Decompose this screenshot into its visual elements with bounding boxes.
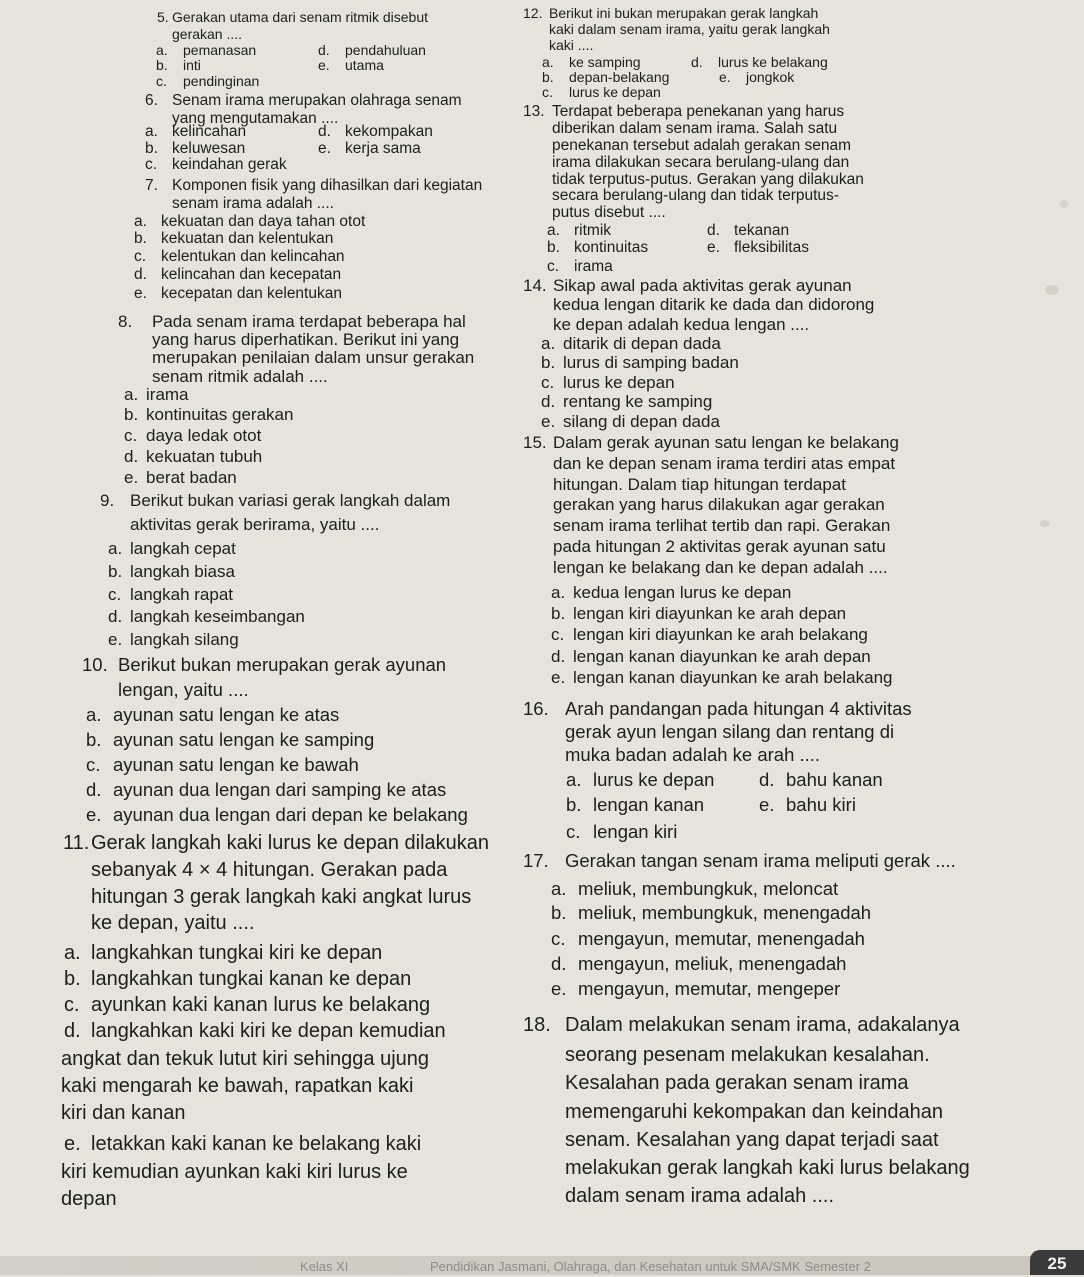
question-stem-line: putus disebut .... [552,204,666,221]
option-text: langkah biasa [130,562,235,581]
question-stem-line: merupakan penilaian dalam unsur gerakan [152,348,475,367]
question-stem-line: Berikut bukan variasi gerak langkah dalam [130,491,451,510]
question-stem-line: hitungan. Dalam tiap hitungan terdapat [553,475,846,494]
question-stem-line: senam. Kesalahan yang dapat terjadi saat [565,1129,939,1151]
question-stem-line: gerakan .... [172,26,243,42]
option-text: mengayun, meliuk, menengadah [578,953,847,974]
question-number: 9. [100,491,115,510]
option-letter: e. [64,1133,81,1155]
page-smudge [1045,285,1059,295]
option-text: langkah silang [130,630,239,649]
option-letter: d. [318,123,331,140]
question-stem-line: ke depan, yaitu .... [91,912,255,934]
option-letter: e. [759,794,775,815]
option-text: bahu kanan [786,769,883,790]
option-text: kelentukan dan kelincahan [161,248,345,265]
option-letter: a. [551,878,567,899]
option-letter: d. [551,953,567,974]
option-letter: b. [124,405,139,424]
option-text: lengan kanan diayunkan ke arah belakang [573,668,893,687]
question-stem-line: Pada senam irama terdapat beberapa hal [152,312,466,331]
question-stem-line: lengan ke belakang dan ke depan adalah .... [553,558,888,577]
option-letter: c. [156,73,167,89]
option-text: kiri kemudian ayunkan kaki kiri lurus ke [61,1161,408,1183]
option-letter: e. [134,285,147,302]
option-letter: e. [707,239,720,256]
option-letter: e. [551,668,566,687]
question-stem-line: senam ritmik adalah .... [152,367,328,386]
option-text: lengan kiri diayunkan ke arah belakang [573,625,868,644]
question-number: 6. [145,92,158,109]
question-stem-line: hitungan 3 gerak langkah kaki angkat lurus [91,886,472,908]
option-letter: a. [124,385,139,404]
option-letter: a. [551,583,566,602]
question-number: 10. [82,654,108,675]
option-text: kelincahan [172,123,247,140]
option-letter: c. [566,821,581,842]
option-text: ke samping [569,54,641,70]
option-letter: d. [108,607,123,626]
option-letter: a. [108,539,123,558]
question-stem-line: Kesalahan pada gerakan senam irama [565,1072,909,1094]
footer-class-label: Kelas XI [300,1259,349,1274]
question-number: 13. [523,103,545,120]
page-smudge [1060,200,1068,208]
question-number: 11. [63,832,90,854]
option-letter: d. [707,222,720,239]
option-letter: d. [541,392,556,411]
question-stem-line: Gerakan utama dari senam ritmik disebut [172,9,428,25]
option-text: kekompakan [345,123,433,140]
option-text: kekuatan dan kelentukan [161,230,334,247]
option-letter: a. [156,42,168,58]
option-text: ayunan satu lengan ke samping [113,729,375,750]
option-letter: c. [542,84,553,100]
option-text: depan [61,1188,117,1210]
option-text: daya ledak otot [146,426,262,445]
page-smudge [1040,520,1050,527]
option-letter: e. [541,412,556,431]
option-text: kelincahan dan kecepatan [161,266,342,283]
option-letter: e. [124,468,139,487]
option-letter: a. [566,769,582,790]
question-stem-line: Berikut ini bukan merupakan gerak langkah [549,5,819,21]
question-stem-line: Gerakan tangan senam irama meliputi gerak .... [565,850,956,871]
question-stem-line: muka badan adalah ke arah .... [565,744,821,765]
option-text: kontinuitas [574,239,649,256]
page-number: 25 [1030,1250,1084,1275]
option-text: jongkok [746,69,795,85]
option-text: rentang ke samping [563,392,713,411]
question-stem-line: Berikut bukan merupakan gerak ayunan [118,654,447,675]
question-number: 14. [523,276,547,295]
option-letter: c. [134,248,147,265]
question-stem-line: ke depan adalah kedua lengan .... [553,315,810,334]
question-stem-line: Dalam gerak ayunan satu lengan ke belakang [553,433,899,452]
question-stem-line: yang mengutamakan .... [172,110,339,127]
question-stem-line: senam irama terlihat tertib dan rapi. Gerakan [553,516,891,535]
option-letter: a. [547,222,560,239]
option-text: langkahkan tungkai kanan ke depan [91,968,412,990]
option-letter: b. [551,604,566,623]
option-text: kecepatan dan kelentukan [161,285,342,302]
option-letter: b. [108,562,123,581]
option-text: lurus ke depan [563,373,675,392]
option-letter: b. [541,353,556,372]
option-text: kedua lengan lurus ke depan [573,583,792,602]
option-text: ditarik di depan dada [563,334,721,353]
option-text: irama [574,258,613,275]
question-number: 8. [118,312,133,331]
option-letter: b. [547,239,560,256]
option-letter: c. [547,258,560,275]
question-stem-line: yang harus diperhatikan. Berikut ini yang [152,330,460,349]
question-number: 18. [523,1014,551,1036]
option-text: lurus di samping badan [563,353,739,372]
question-stem-line: memengaruhi kekompakan dan keindahan [565,1101,944,1123]
option-letter: d. [86,779,102,800]
question-stem-line: sebanyak 4 × 4 hitungan. Gerakan pada [91,859,448,881]
question-stem-line: pada hitungan 2 aktivitas gerak ayunan satu [553,537,886,556]
option-text: kiri dan kanan [61,1102,186,1124]
question-stem-line: Dalam melakukan senam irama, adakalanya [565,1014,960,1036]
option-letter: c. [108,585,122,604]
option-text: keindahan gerak [172,156,287,173]
option-letter: e. [108,630,123,649]
option-text: langkah keseimbangan [130,607,305,626]
question-number: 7. [145,177,158,194]
option-letter: a. [134,213,147,230]
option-text: lengan kiri diayunkan ke arah depan [573,604,847,623]
option-text: irama [146,385,189,404]
option-letter: a. [541,334,556,353]
option-text: pendahuluan [345,42,426,58]
option-letter: b. [86,729,102,750]
option-text: kaki mengarah ke bawah, rapatkan kaki [61,1075,414,1097]
option-letter: d. [551,647,566,666]
option-text: ayunan satu lengan ke bawah [113,754,359,775]
question-number: 16. [523,698,549,719]
option-text: ayunan dua lengan dari samping ke atas [113,779,447,800]
option-text: ayunan dua lengan dari depan ke belakang [113,804,468,825]
option-text: utama [345,57,384,73]
option-letter: b. [134,230,147,247]
option-letter: c. [64,994,80,1016]
option-letter: c. [541,373,555,392]
option-letter: d. [134,266,147,283]
option-letter: b. [156,57,168,73]
option-letter: c. [145,156,158,173]
question-stem-line: melakukan gerak langkah kaki lurus belakang [565,1157,970,1179]
option-letter: e. [318,57,330,73]
question-stem-line: seorang pesenam melakukan kesalahan. [565,1044,930,1066]
option-text: fleksibilitas [734,239,809,256]
option-text: kontinuitas gerakan [146,405,294,424]
option-letter: d. [64,1020,81,1042]
question-number: 5. [157,9,169,25]
option-text: inti [183,57,201,73]
question-stem-line: Terdapat beberapa penekanan yang harus [552,103,845,120]
option-text: keluwesan [172,140,246,157]
option-text: mengayun, memutar, menengadah [578,928,865,949]
option-text: meliuk, membungkuk, menengadah [578,902,872,923]
option-text: langkah cepat [130,539,236,558]
question-number: 17. [523,850,549,871]
question-stem-line: irama dilakukan secara berulang-ulang dan [552,154,850,171]
question-number: 12. [523,5,543,21]
option-text: kerja sama [345,140,421,157]
option-text: langkah rapat [130,585,234,604]
option-text: pemanasan [183,42,257,58]
option-text: lengan kanan [593,794,705,815]
option-letter: a. [86,704,102,725]
option-text: angkat dan tekuk lutut kiri sehingga ujung [61,1048,430,1070]
option-letter: a. [145,123,158,140]
option-letter: c. [86,754,101,775]
question-stem-line: kaki dalam senam irama, yaitu gerak langkah [549,21,830,37]
option-text: mengayun, memutar, mengeper [578,978,841,999]
question-stem-line: Komponen fisik yang dihasilkan dari kegiatan [172,177,483,194]
option-text: pendinginan [183,73,260,89]
option-letter: b. [145,140,158,157]
option-text: silang di depan dada [563,412,720,431]
question-stem-line: secara berulang-ulang dan tidak terputus- [552,187,839,204]
option-letter: e. [86,804,102,825]
option-letter: b. [566,794,582,815]
question-stem-line: senam irama adalah .... [172,195,334,212]
question-stem-line: kedua lengan ditarik ke dada dan didorong [553,295,875,314]
option-letter: b. [542,69,554,85]
question-stem-line: lengan, yaitu .... [118,679,249,700]
option-letter: c. [551,625,565,644]
option-text: lengan kiri [593,821,678,842]
option-text: lurus ke depan [593,769,715,790]
question-stem-line: gerak ayun lengan silang dan rentang di [565,721,895,742]
question-stem-line: Sikap awal pada aktivitas gerak ayunan [553,276,852,295]
option-letter: e. [551,978,567,999]
option-letter: e. [719,69,731,85]
question-stem-line: Senam irama merupakan olahraga senam [172,92,462,109]
option-letter: c. [124,426,138,445]
option-letter: d. [124,447,139,466]
question-stem-line: aktivitas gerak berirama, yaitu .... [130,515,380,534]
option-text: ayunan satu lengan ke atas [113,704,340,725]
question-stem-line: diberikan dalam senam irama. Salah satu [552,120,838,137]
question-stem-line: Arah pandangan pada hitungan 4 aktivitas [565,698,912,719]
footer-book-title: Pendidikan Jasmani, Olahraga, dan Kesehatan untuk SMA/SMK Semester 2 [430,1259,871,1274]
option-letter: a. [542,54,554,70]
question-stem-line: tidak terputus-putus. Gerakan yang dilakukan [552,171,864,188]
option-text: bahu kiri [786,794,856,815]
question-stem-line: Gerak langkah kaki lurus ke depan dilakukan [91,832,490,854]
question-stem-line: gerakan yang harus dilakukan agar gerakan [553,495,885,514]
option-letter: b. [551,902,567,923]
question-stem-line: dan ke depan senam irama terdiri atas empat [553,454,896,473]
option-text: depan-belakang [569,69,670,85]
option-text: kekuatan tubuh [146,447,263,466]
option-letter: c. [551,928,566,949]
option-text: tekanan [734,222,790,239]
option-text: lengan kanan diayunkan ke arah depan [573,647,871,666]
option-text: ayunkan kaki kanan lurus ke belakang [91,994,431,1016]
option-letter: d. [691,54,703,70]
option-text: berat badan [146,468,237,487]
option-text: langkahkan kaki kiri ke depan kemudian [91,1020,446,1042]
option-letter: b. [64,968,81,990]
question-number: 15. [523,433,547,452]
option-letter: e. [318,140,331,157]
option-text: lurus ke belakang [718,54,828,70]
option-text: meliuk, membungkuk, meloncat [578,878,839,899]
option-text: langkahkan tungkai kiri ke depan [91,942,383,964]
question-stem-line: penekanan tersebut adalah gerakan senam [552,137,852,154]
option-text: ritmik [574,222,612,239]
question-stem-line: dalam senam irama adalah .... [565,1185,835,1207]
option-letter: d. [759,769,775,790]
option-text: letakkan kaki kanan ke belakang kaki [91,1133,422,1155]
option-text: kekuatan dan daya tahan otot [161,213,366,230]
option-text: lurus ke depan [569,84,661,100]
option-letter: a. [64,942,81,964]
question-stem-line: kaki .... [549,37,594,53]
option-letter: d. [318,42,330,58]
